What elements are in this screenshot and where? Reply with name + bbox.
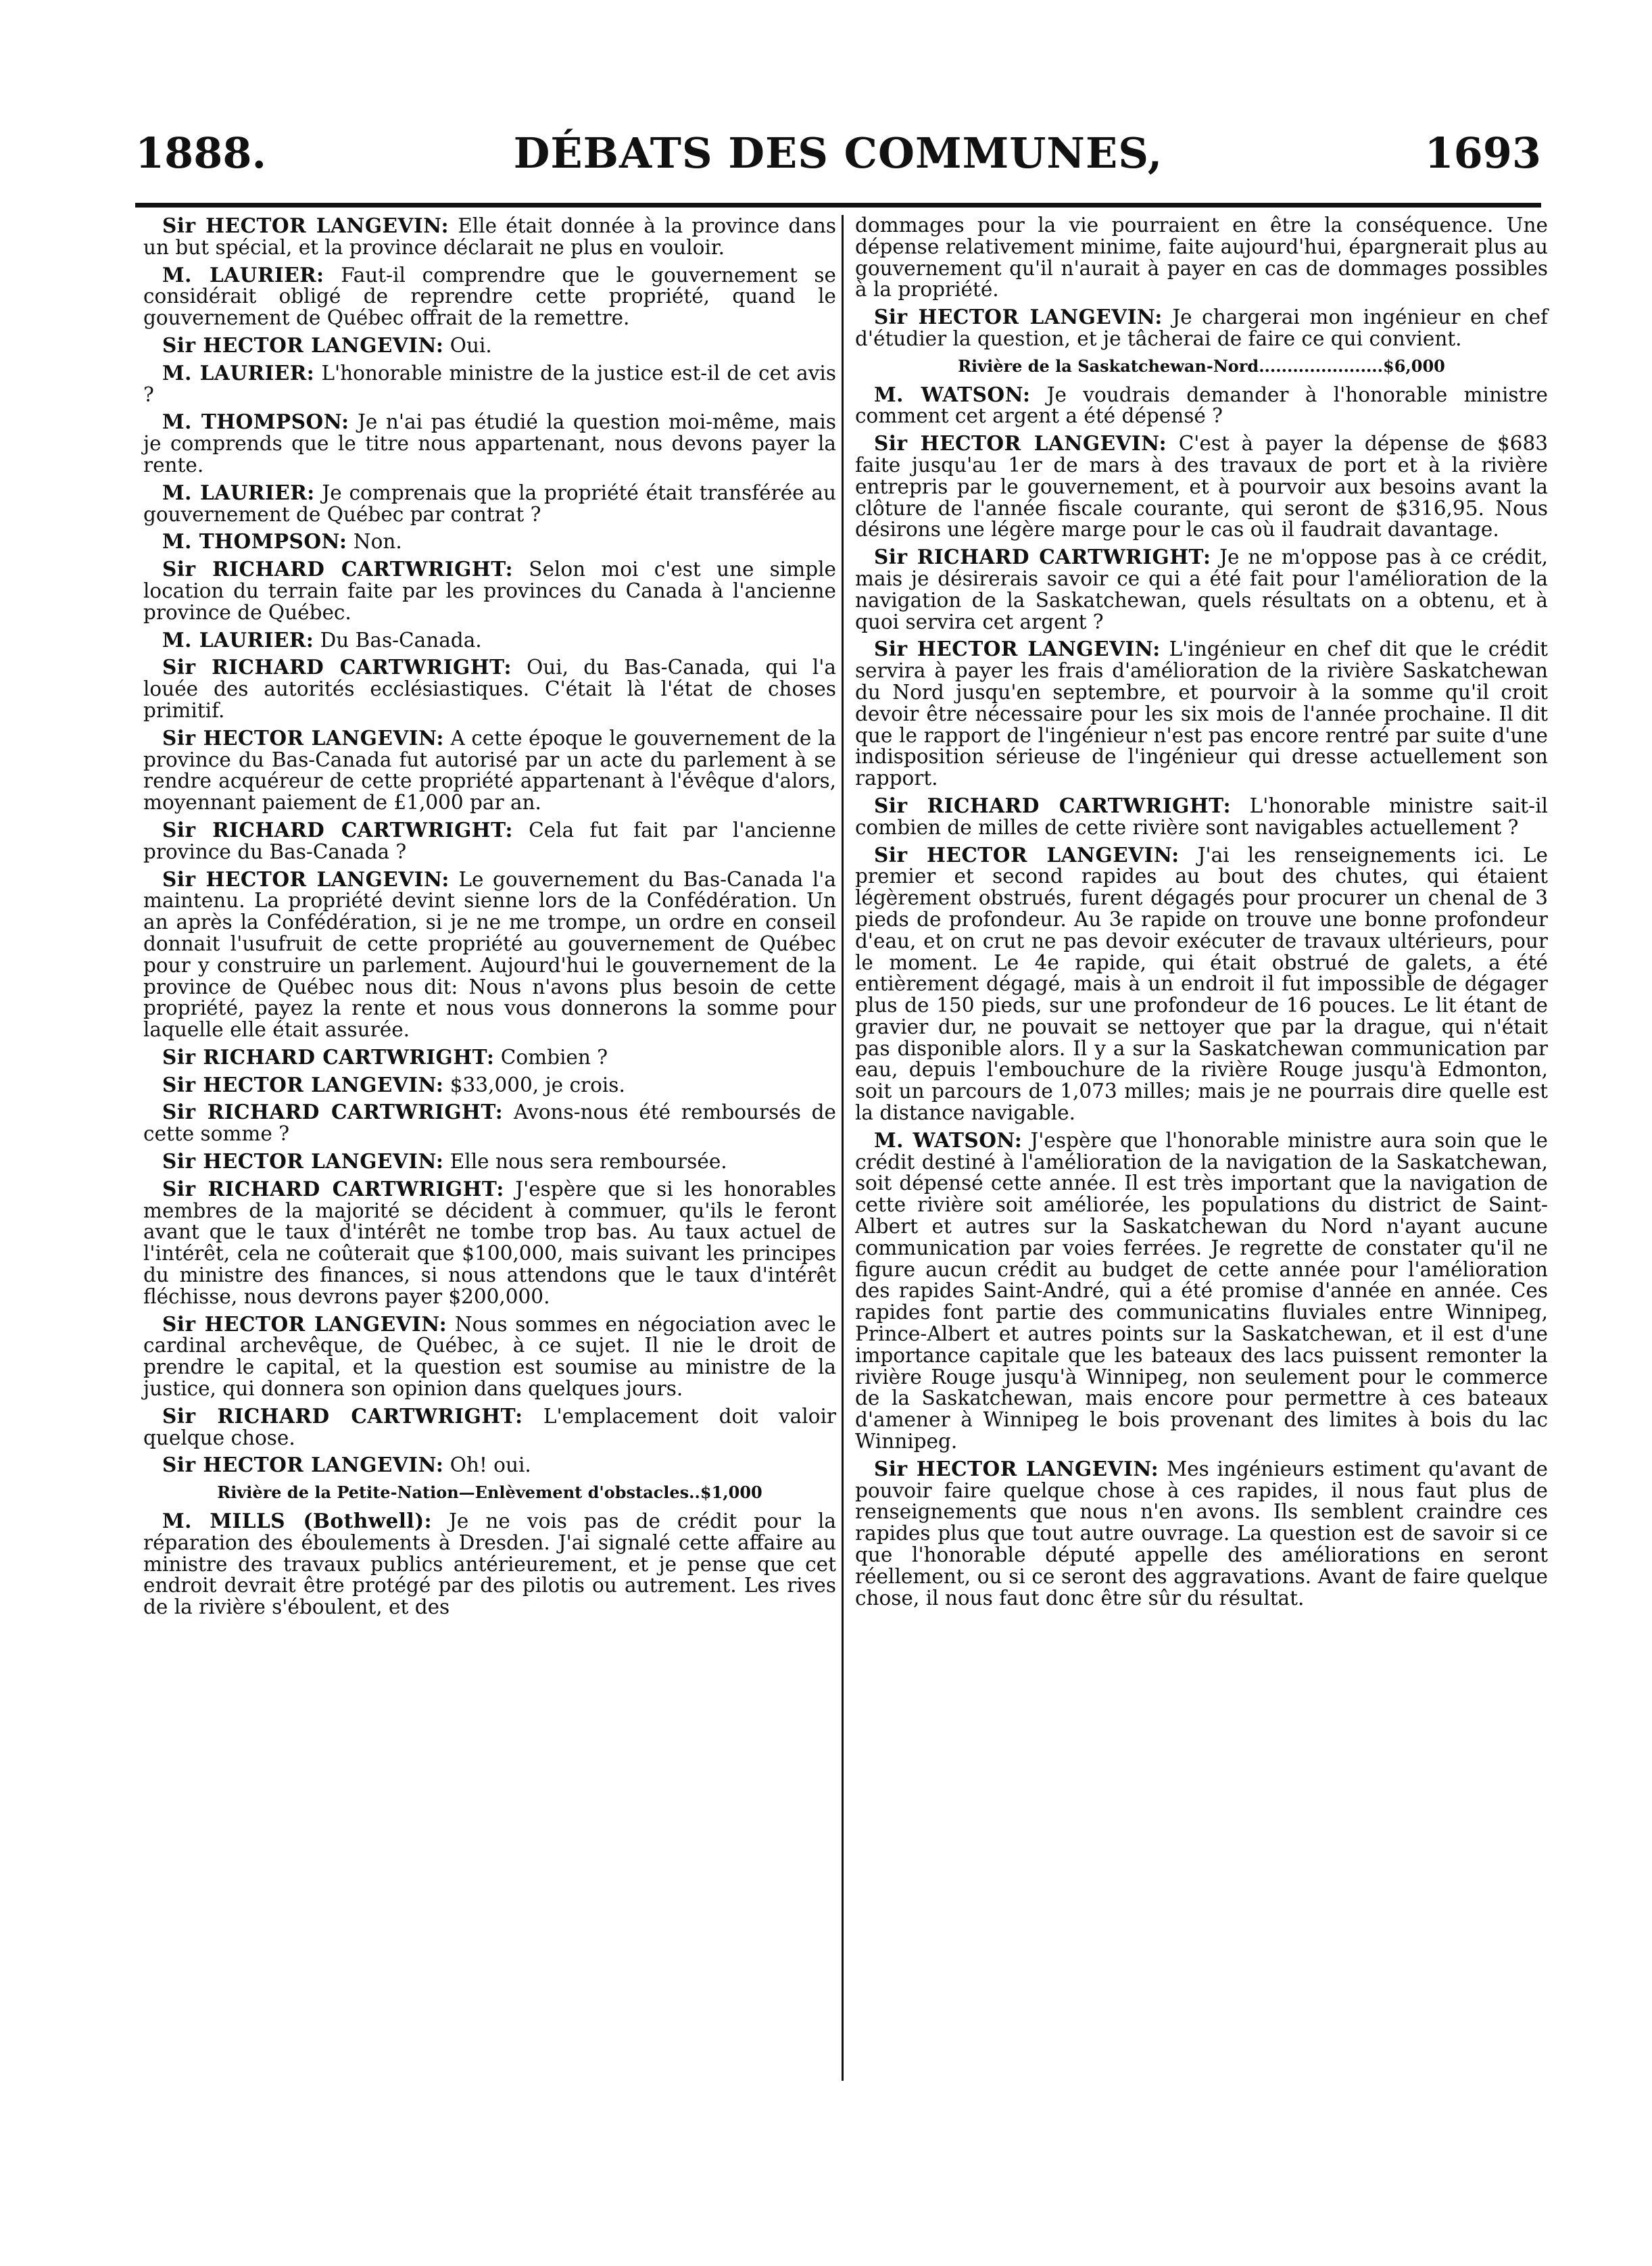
speech-paragraph: [855, 384, 1548, 428]
speech-text: Oh! oui.: [450, 1453, 531, 1477]
speaker-name: M. THOMPSON:: [162, 529, 347, 554]
speech-text: Oui.: [450, 333, 492, 357]
budget-item-label: Rivière de la Saskatchewan-Nord......................: [958, 356, 1384, 376]
header-rule: [135, 203, 1541, 208]
speech-paragraph: [143, 1151, 836, 1173]
speaker-name: Sir RICHARD CARTWRIGHT:: [162, 655, 512, 679]
speech-text: J'ai les renseignements ici. Le premier et second rapides au bout des chutes, qui étaient légèrement obstrués, furent dégagés pour procurer un chenal de 3 pieds de profondeur. Au 3e rapide on trouve une bonne profondeur d'eau, et on crut ne pas devoir exécuter de travaux ultérieurs, pour le moment. Le 4e rapide, qui était obstrué de galets, a été entièrement dégagé, mais à un endroit il fut impossible de dégager plus de 150 pieds, sur une profondeur de 16 pouces. Le lit étant de gravier dur, ne pouvait se nettoyer que par la drague, qui n'était pas disponible alors. Il y a sur la Saskatchewan communication par eau, depuis l'embouchure de la rivière Rouge jusqu'à Edmonton, soit un parcours de 1,073 milles; mais je ne pourrais dire quelle est la distance navigable.: [855, 843, 1548, 1125]
speech-text: Oui, du Bas-Canada, qui l'a louée des autorités ecclésiastiques. C'était là l'état de choses primitif.: [143, 656, 836, 722]
speech-paragraph: [143, 1046, 836, 1069]
speech-paragraph: [143, 656, 836, 721]
speaker-name: Sir RICHARD CARTWRIGHT:: [162, 817, 513, 842]
speech-paragraph: [143, 1074, 836, 1096]
speaker-name: Sir HECTOR LANGEVIN:: [874, 431, 1167, 456]
speech-text: Cela fut fait par l'ancienne province du Bas-Canada ?: [143, 818, 836, 863]
header-page-number: 1693: [1424, 128, 1541, 178]
speaker-name: Sir HECTOR LANGEVIN:: [162, 214, 449, 237]
speech-paragraph: [143, 362, 836, 406]
speaker-name: Sir RICHARD CARTWRIGHT:: [162, 1044, 495, 1069]
speaker-name: Sir RICHARD CARTWRIGHT:: [162, 1100, 504, 1124]
speech-paragraph: [143, 1178, 836, 1308]
speech-text: Avons-nous été remboursés de cette somme ?: [143, 1101, 836, 1146]
speech-text: Faut-il comprendre que le gouvernement se considérait obligé de reprendre cette propriété, quand le gouvernement de Québec offrait de la remettre.: [143, 263, 836, 330]
speaker-name: Sir HECTOR LANGEVIN:: [162, 725, 444, 750]
header-year: 1888.: [135, 128, 267, 178]
speech-text: dommages pour la vie pourraient en être la conséquence. Une dépense relativement minime, faite aujourd'hui, épargnerait plus au gouvernement qu'il n'aurait à payer en cas de dommages possibles à la propriété.: [855, 214, 1548, 302]
speaker-name: Sir HECTOR LANGEVIN:: [162, 1311, 447, 1336]
speech-paragraph: [143, 629, 836, 652]
speaker-name: Sir HECTOR LANGEVIN:: [162, 1453, 444, 1477]
speaker-name: M. LAURIER:: [162, 627, 314, 652]
speech-text: Je chargerai mon ingénieur en chef d'étudier la question, et je tâcherai de faire ce qui convient.: [855, 306, 1548, 350]
speaker-name: Sir HECTOR LANGEVIN:: [162, 867, 450, 891]
budget-item-value: $1,000: [700, 1482, 762, 1503]
speech-paragraph: [855, 1458, 1548, 1610]
budget-item: [143, 1482, 836, 1503]
speech-paragraph: [143, 1454, 836, 1476]
speech-text: Elle était donnée à la province dans un but spécial, et la province déclarait ne plus en vouloir.: [143, 214, 836, 259]
speaker-name: Sir HECTOR LANGEVIN:: [162, 1072, 444, 1096]
speech-paragraph: [143, 558, 836, 623]
speaker-name: Sir HECTOR LANGEVIN:: [162, 1149, 444, 1174]
speech-text: Le gouvernement du Bas-Canada l'a maintenu. La propriété devint sienne lors de la Confédération. Un an après la Confédération, si je ne me trompe, un ordre en conseil donnait l'usufruit de cette propriété au gouvernement de Québec pour y construire un parlement. Aujourd'hui le gouvernement de la province de Québec nous dit: Nous n'avons plus besoin de cette propriété, payez la rente et nous vous donnerons la somme pour laquelle elle était assurée.: [143, 867, 836, 1042]
speech-text: L'honorable ministre de la justice est-il de cet avis ?: [143, 361, 836, 406]
speech-paragraph: [143, 727, 836, 814]
speech-text: L'emplacement doit valoir quelque chose.: [143, 1404, 836, 1449]
speaker-name: M. LAURIER:: [162, 360, 315, 385]
speech-paragraph: [143, 531, 836, 553]
speaker-name: M. LAURIER:: [162, 262, 324, 287]
speech-paragraph: [143, 1101, 836, 1145]
speech-paragraph: [855, 433, 1548, 541]
speech-text: Nous sommes en négociation avec le cardinal archevêque, de Québec, à ce sujet. Il nie le droit de prendre le capital, et la question est soumise au ministre de la justice, qui donnera son opinion dans quelques jours.: [143, 1312, 836, 1401]
speech-text: Je ne vois pas de crédit pour la réparation des éboulements à Dresden. J'ai signalé cette affaire au ministre des travaux publics antérieurement, et je pense que cet endroit devrait être protégé par des pilotis ou autrement. Les rives de la rivière s'éboulent, et des: [143, 1510, 836, 1619]
speech-paragraph: [855, 844, 1548, 1124]
speech-text: J'espère que si les honorables membres de la majorité se décident à commuer, qu'ils le feront avant que le taux d'intérêt ne tombe trop bas. Au taux actuel de l'intérêt, cela ne coûterait que $100,000, mais suivant les principes du ministre des finances, si nous attendons que le taux d'intérêt fléchisse, nous devrons payer $200,000.: [143, 1177, 836, 1308]
speech-paragraph: [855, 546, 1548, 633]
speech-text: Je ne m'oppose pas à ce crédit, mais je désirerais savoir ce qui a été fait pour l'amélioration de la navigation de la Saskatchewan, quels résultats on a obtenu, et à quoi servira cet argent ?: [855, 546, 1548, 633]
speaker-name: M. WATSON:: [874, 382, 1031, 406]
speaker-name: Sir HECTOR LANGEVIN:: [874, 1456, 1159, 1480]
speech-text: Je voudrais demander à l'honorable ministre comment cet argent a été dépensé ?: [855, 383, 1548, 428]
speech-paragraph: [855, 795, 1548, 839]
speaker-name: M. THOMPSON:: [162, 410, 349, 434]
speech-paragraph: [143, 869, 836, 1041]
speaker-name: Sir RICHARD CARTWRIGHT:: [162, 1403, 523, 1428]
speech-text: A cette époque le gouvernement de la province du Bas-Canada fut autorisé par un acte du parlement à se rendre acquéreur de cette propriété appartenant à l'évêque d'alors, moyennant paiement de £1,000 par an.: [143, 726, 836, 815]
speaker-name: M. LAURIER:: [162, 480, 315, 504]
speech-text: L'ingénieur en chef dit que le crédit servira à payer les frais d'amélioration de la rivière Saskatchewan du Nord jusqu'en septembre, et pourvoir à la somme qu'il croit devoir être nécessaire pour les six mois de l'année prochaine. Il dit que le rapport de l'ingénieur n'est pas encore rentré par suite d'une indisposition sérieuse de l'ingénieur qui dresse actuellement son rapport.: [855, 637, 1548, 790]
speech-text: Selon moi c'est une simple location du terrain faite par les provinces du Canada à l'ancienne province de Québec.: [143, 558, 836, 624]
speaker-name: Sir HECTOR LANGEVIN:: [874, 842, 1180, 867]
speaker-name: Sir RICHARD CARTWRIGHT:: [874, 545, 1211, 569]
right-column: [855, 215, 1548, 1614]
speech-paragraph: [855, 306, 1548, 350]
left-column: [143, 215, 836, 1624]
speech-text: Combien ?: [500, 1045, 608, 1069]
speech-paragraph: [143, 482, 836, 526]
speech-text: J'espère que l'honorable ministre aura soin que le crédit destiné à l'amélioration de la navigation de la Saskatchewan, soit dépensé cette année. Il est très important que la navigation de cette rivière soit améliorée, les populations du district de Saint-Albert et autres sur la Saskatchewan du Nord n'ayant aucune communication par voies ferrées. Je regrette de constater qu'il ne figure aucun crédit au budget de cette année pour l'amélioration des rapides Saint-André, qui a été promise d'année en année. Ces rapides font partie des communicatins fluviales entre Winnipeg, Prince-Albert et autres points sur la Saskatchewan, et il est d'une importance capitale que les bateaux des lacs puissent remonter la rivière Rouge jusqu'à Winnipeg, non seulement pour le commerce de la Saskatchewan, mais encore pour permettre à ces bateaux d'amener à Winnipeg le bois provenant des limites à bois du lac Winnipeg.: [855, 1128, 1548, 1453]
speech-paragraph: [855, 638, 1548, 790]
speaker-name: Sir HECTOR LANGEVIN:: [874, 637, 1161, 661]
speech-text: Elle nous sera remboursée.: [450, 1150, 727, 1174]
speech-paragraph: [143, 215, 836, 259]
speech-paragraph: [143, 264, 836, 329]
speech-paragraph: [143, 1313, 836, 1400]
column-divider: [842, 215, 844, 2081]
speech-paragraph: [855, 215, 1548, 301]
page-header: [135, 128, 1541, 189]
speech-paragraph: [143, 335, 836, 357]
speech-paragraph: [143, 819, 836, 863]
speaker-name: Sir RICHARD CARTWRIGHT:: [162, 1176, 504, 1201]
budget-item-label: Rivière de la Petite-Nation—Enlèvement d'obstacles..: [217, 1482, 700, 1503]
speaker-name: M. WATSON:: [874, 1128, 1023, 1152]
speaker-name: Sir HECTOR LANGEVIN:: [874, 305, 1163, 329]
speaker-name: Sir RICHARD CARTWRIGHT:: [162, 557, 514, 581]
speech-text: Je n'ai pas étudié la question moi-même, mais je comprends que le titre nous appartenant, nous devons payer la rente.: [143, 410, 837, 477]
speech-text: $33,000, je crois.: [450, 1073, 625, 1096]
speech-paragraph: [143, 1405, 836, 1449]
speech-paragraph: [143, 1510, 836, 1618]
speech-paragraph: [143, 411, 836, 476]
budget-item: [855, 356, 1548, 377]
speech-text: Du Bas-Canada.: [320, 628, 482, 652]
speaker-name: Sir RICHARD CARTWRIGHT:: [874, 793, 1231, 817]
speech-text: Mes ingénieurs estiment qu'avant de pouvoir faire quelque chose à ces rapides, il nous faut plus de renseignements que nous n'en avons. Ils semblent craindre ces rapides plus que tout autre ouvrage. La question est de savoir si ce que l'honorable député appelle des améliorations en seront réellement, ou si ce seront des aggravations. Avant de faire quelque chose, il nous faut donc être sûr du résultat.: [855, 1457, 1548, 1610]
speech-text: L'honorable ministre sait-il combien de milles de cette rivière sont navigables actuellement ?: [855, 794, 1548, 839]
speech-paragraph: [855, 1130, 1548, 1453]
speech-text: Je comprenais que la propriété était transférée au gouvernement de Québec par contrat ?: [143, 481, 836, 526]
speaker-name: M. MILLS (Bothwell):: [162, 1509, 433, 1533]
speaker-name: Sir HECTOR LANGEVIN:: [162, 333, 444, 357]
budget-item-value: $6,000: [1383, 356, 1445, 376]
speech-text: C'est à payer la dépense de $683 faite jusqu'au 1er de mars à des travaux de port et à la rivière entrepris par le gouvernement, et à pourvoir aux besoins avant la clôture de l'année fiscale courante, qui seront de $316,95. Nous désirons une légère marge pour le cas où il faudrait davantage.: [855, 432, 1548, 541]
header-title: DÉBATS DES COMMUNES,: [513, 128, 1163, 178]
speech-text: Non.: [353, 530, 402, 554]
